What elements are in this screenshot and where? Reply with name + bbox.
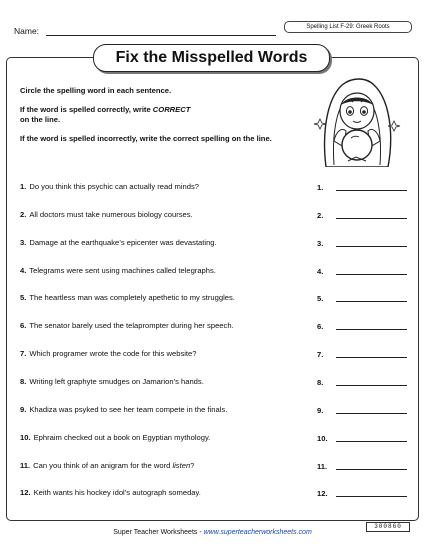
fortune-teller-crystal-ball-icon xyxy=(312,75,402,167)
answer-number: 5. xyxy=(317,294,324,303)
question-sentence[interactable]: Ephraim checked out a book on Egyptian mythology. xyxy=(33,433,211,442)
instructions xyxy=(20,86,290,153)
question-5 xyxy=(20,293,235,302)
answer-line[interactable] xyxy=(336,329,407,330)
question-4 xyxy=(20,266,216,275)
answer-line[interactable] xyxy=(336,385,407,386)
question-sentence[interactable]: All doctors must take numerous biology courses. xyxy=(29,210,193,219)
question-8 xyxy=(20,377,204,386)
answer-number: 6. xyxy=(317,322,324,331)
answer-line[interactable] xyxy=(336,274,407,275)
question-11 xyxy=(20,461,194,470)
question-sentence[interactable]: Can you think of an anigram for the word listen? xyxy=(33,461,195,470)
question-3 xyxy=(20,238,217,247)
answer-number: 10. xyxy=(317,434,328,443)
question-6 xyxy=(20,321,234,330)
answer-line[interactable] xyxy=(336,413,407,414)
answer-number: 11. xyxy=(317,462,328,471)
question-1 xyxy=(20,182,199,191)
footer xyxy=(0,529,425,536)
question-sentence[interactable]: Keith wants his hockey idol’s autograph someday. xyxy=(33,488,201,497)
answer-line[interactable] xyxy=(336,190,407,191)
answer-line[interactable] xyxy=(336,496,407,497)
worksheet-title: Fix the Misspelled Words xyxy=(93,44,330,72)
question-number: 2. xyxy=(20,210,27,219)
name-label: Name: xyxy=(14,26,40,36)
answer-number: 8. xyxy=(317,378,324,387)
question-number: 10. xyxy=(20,433,31,442)
spelling-list-tag: Spelling List F-29: Greek Roots xyxy=(284,21,412,33)
answer-number: 2. xyxy=(317,211,324,220)
answer-line[interactable] xyxy=(336,301,407,302)
question-number: 3. xyxy=(20,238,27,247)
question-sentence[interactable]: Damage at the earthquake’s epicenter was devastating. xyxy=(29,238,217,247)
question-number: 11. xyxy=(20,461,31,470)
question-number: 5. xyxy=(20,293,27,302)
footer-brand: Super Teacher Worksheets - xyxy=(113,529,204,536)
answer-number: 9. xyxy=(317,406,324,415)
answer-line[interactable] xyxy=(336,441,407,442)
question-number: 12. xyxy=(20,488,31,497)
question-sentence[interactable]: The heartless man was completely apethetic to my struggles. xyxy=(29,293,235,302)
question-sentence[interactable]: The senator barely used the telaprompter during her speech. xyxy=(29,321,234,330)
answer-number: 1. xyxy=(317,183,324,192)
question-7 xyxy=(20,349,196,358)
question-number: 8. xyxy=(20,377,27,386)
question-number: 6. xyxy=(20,321,27,330)
question-9 xyxy=(20,405,227,414)
question-sentence[interactable]: Khadiza was psyked to see her team compete in the finals. xyxy=(29,405,228,414)
question-sentence[interactable]: Writing left graphyte smudges on Jamarion’s hands. xyxy=(29,377,204,386)
instruction-incorrect: If the word is spelled incorrectly, write the correct spelling on the line. xyxy=(20,134,272,143)
answer-line[interactable] xyxy=(336,218,407,219)
question-sentence[interactable]: Which programer wrote the code for this website? xyxy=(29,349,197,358)
name-line[interactable] xyxy=(46,35,276,36)
question-12 xyxy=(20,488,201,497)
question-number: 7. xyxy=(20,349,27,358)
question-10 xyxy=(20,433,210,442)
question-number: 9. xyxy=(20,405,27,414)
question-sentence[interactable]: Telegrams were sent using machines called telegraphs. xyxy=(29,266,216,275)
question-number: 1. xyxy=(20,182,27,191)
question-2 xyxy=(20,210,193,219)
answer-line[interactable] xyxy=(336,246,407,247)
answer-number: 3. xyxy=(317,239,324,248)
answer-number: 7. xyxy=(317,350,324,359)
answer-number: 4. xyxy=(317,267,324,276)
question-number: 4. xyxy=(20,266,27,275)
answer-line[interactable] xyxy=(336,469,407,470)
footer-url[interactable]: www.superteacherworksheets.com xyxy=(203,529,312,536)
answer-number: 12. xyxy=(317,489,328,498)
instruction-circle: Circle the spelling word in each sentence. xyxy=(20,86,172,95)
question-sentence[interactable]: Do you think this psychic can actually read minds? xyxy=(29,182,200,191)
document-number: 300860 xyxy=(366,522,410,532)
answer-line[interactable] xyxy=(336,357,407,358)
instruction-correct: If the word is spelled correctly, write CORRECT on the line. xyxy=(20,105,191,124)
